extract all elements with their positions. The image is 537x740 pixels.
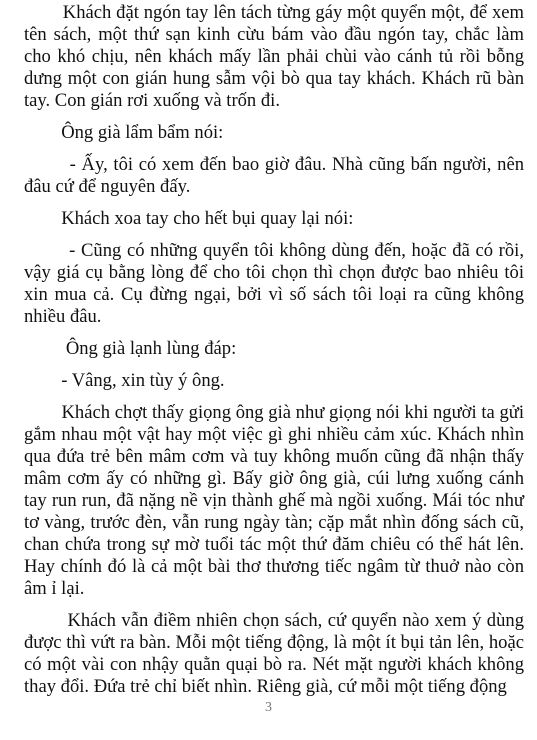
- paragraph: [24, 2, 524, 112]
- text-line: Ông già lạnh lùng đáp:: [24, 338, 237, 359]
- text-line: được thì vứt ra bàn. Mỗi một tiếng động, là một ít bụi tản lên, hoặc: [24, 632, 524, 653]
- text-line: nhiều đâu.: [24, 306, 102, 327]
- text-line: mâm cơm ấy có những gì. Bấy giờ ông già, cúi lưng xuống cánh: [24, 468, 524, 489]
- text-line: thay đổi. Đứa trẻ chỉ biết nhìn. Riêng già, cứ mỗi một tiếng động: [24, 676, 507, 697]
- paragraph: [24, 208, 524, 230]
- body-text: [24, 2, 524, 698]
- text-line: tơ vàng, trước đèn, vẫn rung ngày tàn; cặp mắt nhìn đống sách cũ,: [24, 512, 524, 533]
- text-line: gắm nhau một vật hay một việc gì ghi nhiều cảm xúc. Khách nhìn: [24, 424, 524, 445]
- text-line: Khách vẫn điềm nhiên chọn sách, cứ quyển nào xem ý dùng: [24, 610, 524, 631]
- text-line: Khách xoa tay cho hết bụi quay lại nói:: [24, 208, 354, 229]
- paragraph: [24, 370, 524, 392]
- text-line: dưng một con gián hung sẫm vội bò qua tay khách. Khách rũ bàn: [24, 68, 524, 89]
- text-line: xin mua cả. Cụ đừng ngại, bởi vì số sách tôi loại ra cũng không: [24, 284, 524, 305]
- text-line: - Vâng, xin tùy ý ông.: [24, 370, 225, 391]
- paragraph: [24, 122, 524, 144]
- text-line: có một vài con nhậy quằn quại bò ra. Nét mặt người khách không: [24, 654, 524, 675]
- paragraph: [24, 154, 524, 198]
- text-line: Khách đặt ngón tay lên tách từng gáy một quyển một, để xem: [24, 2, 524, 23]
- text-line: tay run run, đã nặng nề vịn thành ghế mà ngồi xuống. Mái tóc như: [24, 490, 524, 511]
- text-line: cho khó chịu, nên khách mấy lần phải chùi vào cánh tủ rồi bỗng: [24, 46, 524, 67]
- text-line: - Cũng có những quyển tôi không dùng đến, hoặc đã có rồi,: [24, 240, 524, 261]
- text-line: tên sách, một thứ sạn kinh cừu bám vào đầu ngón tay, chắc làm: [24, 24, 524, 45]
- text-line: - Ấy, tôi có xem đến bao giờ đâu. Nhà cũng bấn người, nên: [24, 154, 524, 175]
- paragraph: [24, 402, 524, 600]
- text-line: qua đứa trẻ bên mâm cơm và tuy không muốn cũng đã nhận thấy: [24, 446, 524, 467]
- page-number: 3: [265, 700, 272, 715]
- text-line: Khách chợt thấy giọng ông già như giọng nói khi người ta gửi: [24, 402, 524, 423]
- text-line: đâu cứ để nguyên đấy.: [24, 176, 191, 197]
- paragraph: [24, 610, 524, 698]
- text-line: chan chứa trong sự mờ tuổi tác một thứ đăm chiêu có thể hát lên.: [24, 534, 524, 555]
- paragraph: [24, 338, 524, 360]
- text-line: vậy giá cụ bằng lòng để cho tôi chọn thì chọn được bao nhiêu tôi: [24, 262, 524, 283]
- text-line: Hay chính đó là cả một bài thơ thương tiếc ngâm từ thuở nào còn: [24, 556, 524, 577]
- text-line: âm ỉ lại.: [24, 578, 85, 599]
- text-line: tay. Con gián rơi xuống và trốn đi.: [24, 90, 280, 111]
- paragraph: [24, 240, 524, 328]
- text-line: Ông già lẩm bẩm nói:: [24, 122, 224, 143]
